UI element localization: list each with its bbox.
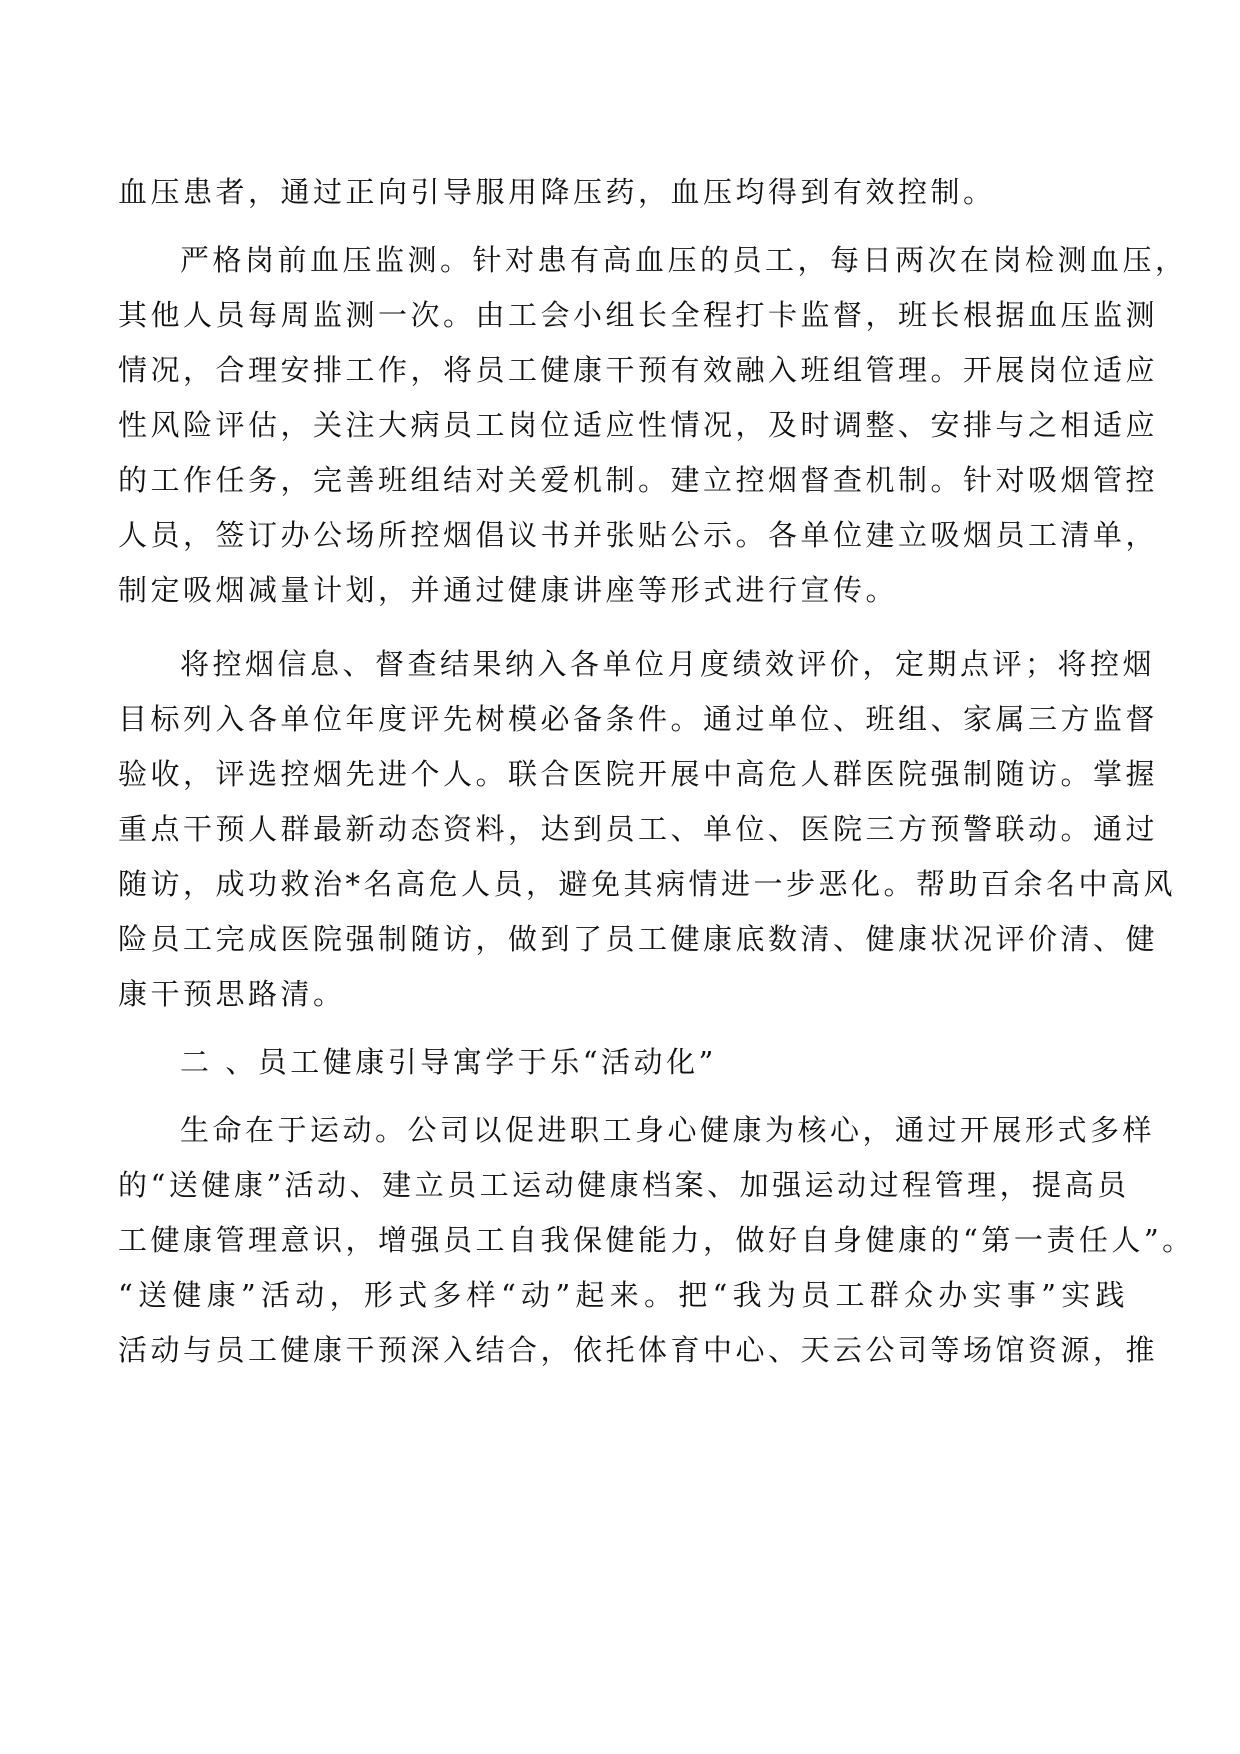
- text-line: 性风险评估，关注大病员工岗位适应性情况，及时调整、安排与之相适应: [118, 408, 1159, 442]
- text-line: 生命在于运动。公司以促进职工身心健康为核心，通过开展形式多样: [180, 1113, 1156, 1147]
- text-line: 严格岗前血压监测。针对患有高血压的员工，每日两次在岗检测血压，: [180, 243, 1188, 277]
- text-line: 康干预思路清。: [118, 977, 346, 1011]
- text-line: 情况，合理安排工作，将员工健康干预有效融入班组管理。开展岗位适应: [118, 353, 1159, 387]
- text-line: 的“送健康”活动、建立员工运动健康档案、加强运动过程管理，提高员: [118, 1168, 1130, 1202]
- text-line: 将控烟信息、督查结果纳入各单位月度绩效评价，定期点评；将控烟: [180, 647, 1156, 681]
- text-line: 工健康管理意识，增强员工自我保健能力，做好自身健康的“第一责任人”。: [118, 1223, 1195, 1257]
- text-line: 的工作任务，完善班组结对关爱机制。建立控烟督查机制。针对吸烟管控: [118, 463, 1159, 497]
- text-line: 活动与员工健康干预深入结合，依托体育中心、天云公司等场馆资源，推: [118, 1333, 1159, 1367]
- text-line: 目标列入各单位年度评先树模必备条件。通过单位、班组、家属三方监督: [118, 702, 1159, 736]
- text-line: 人员，签订办公场所控烟倡议书并张贴公示。各单位建立吸烟员工清单，: [118, 518, 1159, 552]
- text-line: 验收，评选控烟先进个人。联合医院开展中高危人群医院强制随访。掌握: [118, 757, 1159, 791]
- text-line: 血压患者，通过正向引导服用降压药，血压均得到有效控制。: [118, 175, 996, 209]
- text-line: 其他人员每周监测一次。由工会小组长全程打卡监督，班长根据血压监测: [118, 298, 1159, 332]
- text-line: 随访，成功救治*名高危人员，避免其病情进一步恶化。帮助百余名中高风: [118, 867, 1177, 901]
- text-line: 险员工完成医院强制随访，做到了员工健康底数清、健康状况评价清、健: [118, 922, 1159, 956]
- text-line: 制定吸烟减量计划，并通过健康讲座等形式进行宣传。: [118, 573, 899, 607]
- section-heading: 二 、员工健康引导寓学于乐“活动化”: [180, 1045, 717, 1079]
- text-line: “送健康”活动，形式多样“动”起来。把“我为员工群众办实事”实践: [118, 1278, 1128, 1312]
- text-line: 重点干预人群最新动态资料，达到员工、单位、医院三方预警联动。通过: [118, 812, 1159, 846]
